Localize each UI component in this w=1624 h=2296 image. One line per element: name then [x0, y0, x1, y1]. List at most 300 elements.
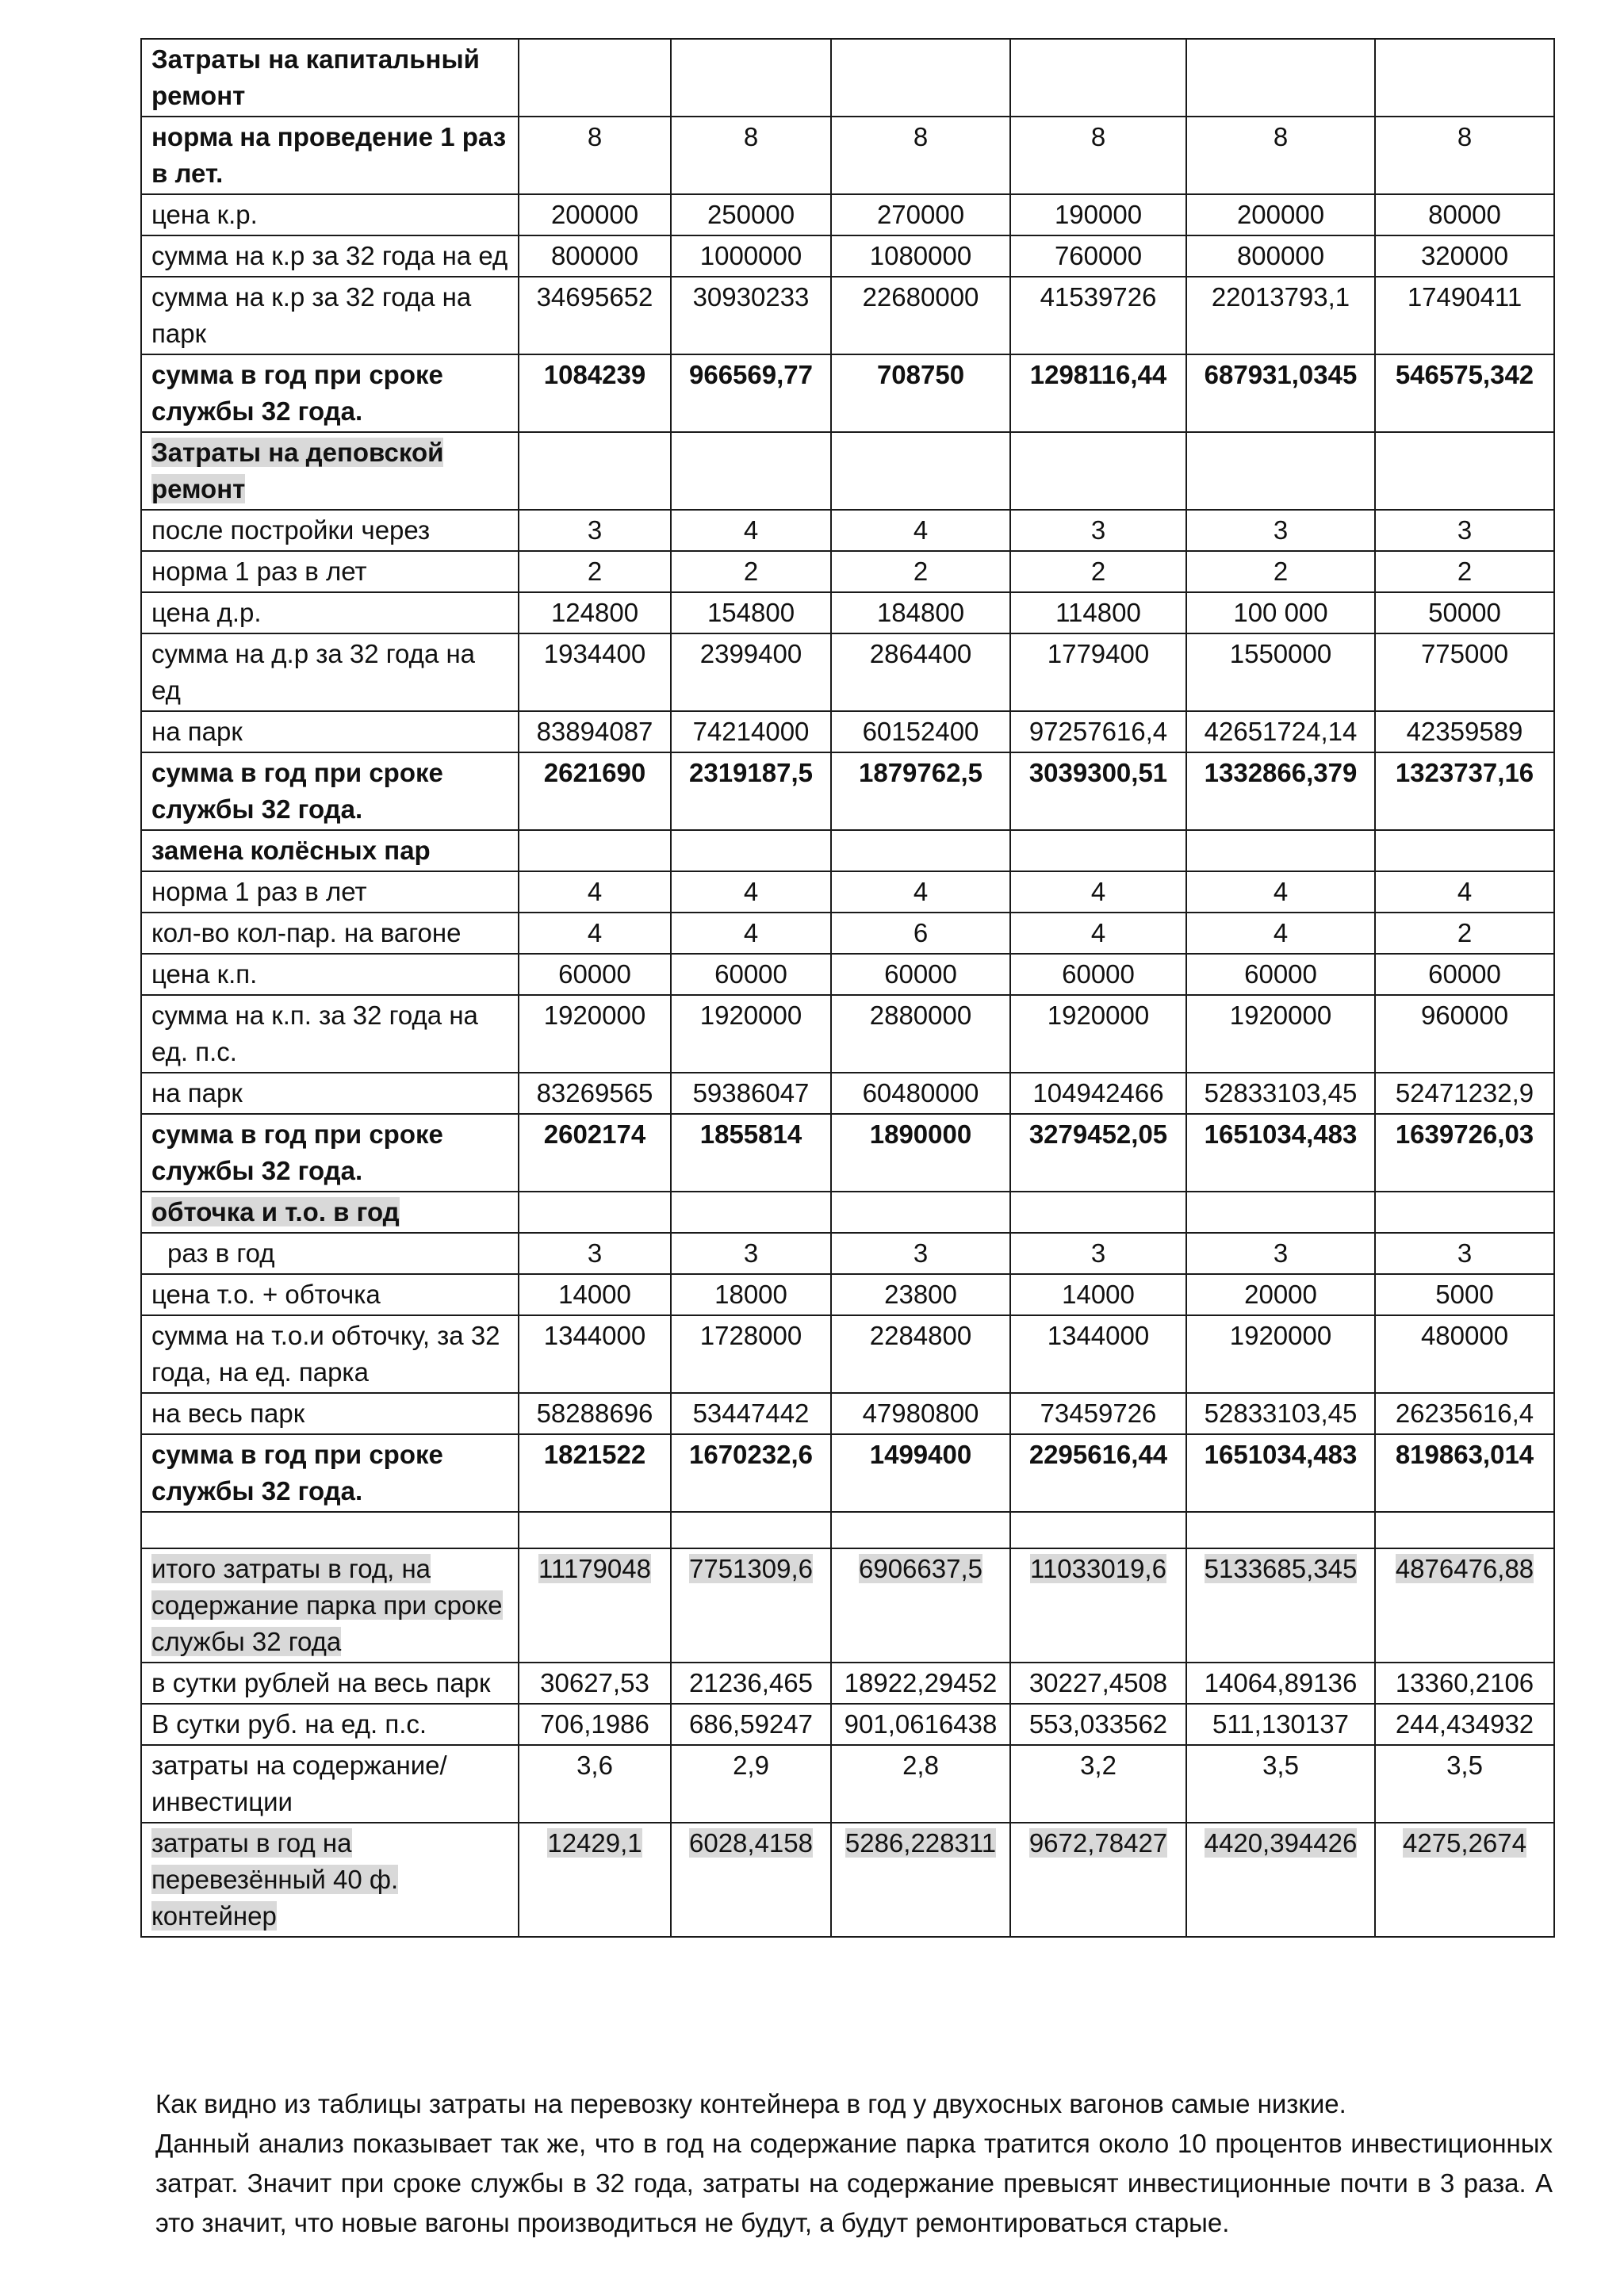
- table-row: [141, 995, 1554, 1073]
- value-cell: [519, 995, 671, 1073]
- cell-value: 14064,89136: [1204, 1668, 1358, 1697]
- cell-value: 4: [1273, 918, 1289, 947]
- value-cell: [1010, 354, 1186, 432]
- cell-value: 2: [913, 557, 929, 586]
- row-label-cell: [141, 752, 519, 830]
- cell-value: 8: [1457, 122, 1473, 151]
- value-cell: [831, 592, 1010, 633]
- value-cell: [1186, 277, 1375, 354]
- cell-value: 190000: [1054, 200, 1143, 229]
- value-cell: [831, 277, 1010, 354]
- row-label-cell: [141, 1073, 519, 1114]
- value-cell: [1375, 510, 1554, 551]
- table-row: [141, 235, 1554, 277]
- cell-value: 1332866,379: [1204, 758, 1358, 787]
- row-label-cell: [141, 1704, 519, 1745]
- value-cell: [1010, 1823, 1186, 1937]
- row-label-cell: [141, 633, 519, 711]
- value-cell: [1375, 551, 1554, 592]
- value-cell: [831, 752, 1010, 830]
- value-cell: [519, 752, 671, 830]
- value-cell: [671, 1114, 831, 1192]
- cell-value: 13360,2106: [1395, 1668, 1534, 1697]
- value-cell: [1375, 235, 1554, 277]
- value-cell: [831, 551, 1010, 592]
- value-cell: [1010, 1434, 1186, 1512]
- value-cell: [519, 1663, 671, 1704]
- row-label: затраты в год на перевезённый 40 ф. контейнер: [151, 1828, 399, 1931]
- value-cell: [831, 1233, 1010, 1274]
- value-cell: [1186, 633, 1375, 711]
- row-label-cell: [141, 194, 519, 235]
- cell-value: 3039300,51: [1028, 758, 1168, 787]
- value-cell: [1375, 1073, 1554, 1114]
- value-cell: [671, 1233, 831, 1274]
- cell-value: 1651034,483: [1204, 1440, 1358, 1469]
- cell-value: 4: [1090, 918, 1106, 947]
- cell-value: 1298116,44: [1029, 360, 1167, 389]
- table-row: [141, 277, 1554, 354]
- row-label-cell: [141, 1192, 519, 1233]
- cell-value: 1855814: [699, 1119, 802, 1149]
- value-cell: [831, 235, 1010, 277]
- cell-value: 60000: [884, 959, 957, 989]
- cell-value: 18000: [714, 1280, 787, 1309]
- value-cell: [671, 1192, 831, 1233]
- value-cell: [831, 1434, 1010, 1512]
- value-cell: [1375, 117, 1554, 194]
- cell-value: 11033019,6: [1030, 1554, 1166, 1583]
- value-cell: [831, 995, 1010, 1073]
- row-label: норма на проведение 1 раз в лет.: [151, 122, 507, 188]
- value-cell: [1375, 913, 1554, 954]
- value-cell: [519, 1393, 671, 1434]
- cell-value: 2: [587, 557, 603, 586]
- table-row: [141, 354, 1554, 432]
- cell-value: 8: [913, 122, 929, 151]
- cell-value: 1499400: [869, 1440, 972, 1469]
- row-label: в сутки рублей на весь парк: [151, 1668, 491, 1697]
- cell-value: 706,1986: [540, 1709, 649, 1739]
- value-cell: [831, 711, 1010, 752]
- value-cell: [519, 830, 671, 871]
- value-cell: [1375, 1315, 1554, 1393]
- value-cell: [1375, 711, 1554, 752]
- cell-value: 34695652: [536, 282, 653, 312]
- value-cell: [1186, 551, 1375, 592]
- value-cell: [671, 354, 831, 432]
- cell-value: 60000: [1062, 959, 1135, 989]
- cell-value: 2,8: [902, 1751, 939, 1780]
- value-cell: [1010, 194, 1186, 235]
- value-cell: [1375, 1512, 1554, 1548]
- value-cell: [1186, 1512, 1375, 1548]
- value-cell: [671, 1512, 831, 1548]
- row-label-cell: [141, 551, 519, 592]
- value-cell: [1375, 1233, 1554, 1274]
- row-label-cell: [141, 1548, 519, 1663]
- cell-value: 8: [743, 122, 759, 151]
- row-label: цена к.р.: [151, 200, 258, 229]
- value-cell: [831, 1548, 1010, 1663]
- value-cell: [1186, 1274, 1375, 1315]
- cell-value: 2621690: [543, 758, 646, 787]
- value-cell: [1375, 752, 1554, 830]
- cell-value: 17490411: [1407, 282, 1522, 312]
- row-label: замена колёсных пар: [151, 836, 431, 865]
- cell-value: 775000: [1420, 639, 1509, 668]
- value-cell: [519, 711, 671, 752]
- row-label: норма 1 раз в лет: [151, 557, 367, 586]
- row-label-cell: [141, 235, 519, 277]
- cell-value: 1934400: [543, 639, 646, 668]
- row-label-cell: [141, 354, 519, 432]
- cell-value: 2: [743, 557, 759, 586]
- row-label-cell: [141, 1434, 519, 1512]
- row-label-cell: [141, 1512, 519, 1548]
- cell-value: 184800: [876, 598, 965, 627]
- cell-value: 9672,78427: [1028, 1828, 1168, 1858]
- cell-value: 760000: [1054, 241, 1143, 270]
- cell-value: 2284800: [869, 1321, 972, 1350]
- value-cell: [831, 871, 1010, 913]
- cell-value: 100 000: [1233, 598, 1328, 627]
- value-cell: [1375, 1274, 1554, 1315]
- value-cell: [671, 1704, 831, 1745]
- cell-value: 4: [913, 515, 929, 545]
- row-label: кол-во кол-пар. на вагоне: [151, 918, 462, 947]
- cell-value: 1084239: [543, 360, 646, 389]
- cell-value: 2319187,5: [689, 758, 813, 787]
- value-cell: [1375, 633, 1554, 711]
- cell-value: 18922,29452: [844, 1668, 998, 1697]
- value-cell: [1186, 1073, 1375, 1114]
- value-cell: [831, 194, 1010, 235]
- table-row: [141, 954, 1554, 995]
- value-cell: [671, 277, 831, 354]
- cell-value: 52471232,9: [1395, 1078, 1534, 1108]
- cell-value: 5133685,345: [1204, 1554, 1358, 1583]
- cell-value: 5000: [1435, 1280, 1494, 1309]
- table-row: [141, 913, 1554, 954]
- value-cell: [1186, 913, 1375, 954]
- value-cell: [1375, 1114, 1554, 1192]
- value-cell: [519, 354, 671, 432]
- value-cell: [519, 633, 671, 711]
- cell-value: 4: [587, 877, 603, 906]
- cell-value: 53447442: [692, 1399, 810, 1428]
- cell-value: 2: [1457, 557, 1473, 586]
- cell-value: 4: [743, 515, 759, 545]
- row-label: сумма в год при сроке службы 32 года.: [151, 360, 443, 426]
- table-row: [141, 1073, 1554, 1114]
- cell-value: 3,6: [576, 1751, 613, 1780]
- value-cell: [519, 1512, 671, 1548]
- value-cell: [671, 995, 831, 1073]
- value-cell: [831, 1393, 1010, 1434]
- value-cell: [1010, 1512, 1186, 1548]
- value-cell: [671, 1315, 831, 1393]
- cell-value: 2880000: [869, 1001, 972, 1030]
- value-cell: [831, 954, 1010, 995]
- value-cell: [519, 277, 671, 354]
- value-cell: [831, 1114, 1010, 1192]
- value-cell: [1186, 995, 1375, 1073]
- cell-value: 30627,53: [540, 1668, 649, 1697]
- value-cell: [1375, 1192, 1554, 1233]
- value-cell: [831, 432, 1010, 510]
- cell-value: 83269565: [536, 1078, 653, 1108]
- value-cell: [1186, 1704, 1375, 1745]
- value-cell: [1186, 354, 1375, 432]
- row-label-cell: [141, 1233, 519, 1274]
- cell-value: 546575,342: [1395, 360, 1534, 389]
- row-label-cell: [141, 1274, 519, 1315]
- cell-value: 250000: [707, 200, 795, 229]
- cell-value: 22013793,1: [1211, 282, 1350, 312]
- value-cell: [519, 1315, 671, 1393]
- value-cell: [1186, 1434, 1375, 1512]
- value-cell: [671, 752, 831, 830]
- value-cell: [1375, 1745, 1554, 1823]
- row-label-cell: [141, 913, 519, 954]
- table-row: [141, 1393, 1554, 1434]
- value-cell: [1186, 432, 1375, 510]
- cell-value: 320000: [1420, 241, 1509, 270]
- value-cell: [1375, 39, 1554, 117]
- cell-value: 1651034,483: [1204, 1119, 1358, 1149]
- value-cell: [831, 830, 1010, 871]
- row-label-cell: [141, 1393, 519, 1434]
- table-row: [141, 592, 1554, 633]
- cell-value: 21236,465: [689, 1668, 813, 1697]
- value-cell: [519, 1274, 671, 1315]
- cell-value: 3: [1457, 515, 1473, 545]
- cell-value: 3: [587, 1238, 603, 1268]
- table-row: [141, 1548, 1554, 1663]
- table-row: [141, 1512, 1554, 1548]
- cell-value: 4876476,88: [1395, 1554, 1534, 1583]
- cell-value: 4: [1273, 877, 1289, 906]
- cell-value: 2: [1090, 557, 1106, 586]
- cell-value: 1080000: [869, 241, 972, 270]
- cell-value: 4: [913, 877, 929, 906]
- conclusion-paragraph-1: Как видно из таблицы затраты на перевозку контейнера в год у двухосных вагонов самые низкие.: [155, 2089, 1346, 2118]
- value-cell: [671, 117, 831, 194]
- value-cell: [1375, 1393, 1554, 1434]
- value-cell: [1010, 277, 1186, 354]
- row-label: сумма в год при сроке службы 32 года.: [151, 758, 443, 824]
- cell-value: 8: [587, 122, 603, 151]
- row-label-cell: [141, 1663, 519, 1704]
- cell-value: 2: [1273, 557, 1289, 586]
- value-cell: [1186, 1233, 1375, 1274]
- value-cell: [1010, 432, 1186, 510]
- cell-value: 4275,2674: [1403, 1828, 1526, 1858]
- cell-value: 1000000: [699, 241, 802, 270]
- value-cell: [1186, 1745, 1375, 1823]
- cell-value: 74214000: [692, 717, 810, 746]
- cell-value: 2864400: [869, 639, 972, 668]
- cell-value: 154800: [707, 598, 795, 627]
- value-cell: [1186, 1663, 1375, 1704]
- table-row: [141, 1704, 1554, 1745]
- value-cell: [519, 592, 671, 633]
- cell-value: 3,5: [1446, 1751, 1483, 1780]
- cell-value: 3: [1273, 1238, 1289, 1268]
- cell-value: 58288696: [536, 1399, 653, 1428]
- value-cell: [1010, 1274, 1186, 1315]
- cell-value: 1890000: [869, 1119, 972, 1149]
- value-cell: [519, 117, 671, 194]
- row-label-cell: [141, 995, 519, 1073]
- cell-value: 23800: [884, 1280, 957, 1309]
- cell-value: 960000: [1420, 1001, 1509, 1030]
- value-cell: [671, 1434, 831, 1512]
- table-row: [141, 432, 1554, 510]
- row-label: сумма на к.п. за 32 года на ед. п.с.: [151, 1001, 478, 1066]
- value-cell: [1375, 277, 1554, 354]
- value-cell: [1010, 235, 1186, 277]
- cell-value: 60480000: [862, 1078, 979, 1108]
- row-label: после постройки через: [151, 515, 431, 545]
- cell-value: 6028,4158: [689, 1828, 813, 1858]
- cell-value: 14000: [1062, 1280, 1135, 1309]
- table-row: [141, 711, 1554, 752]
- cell-value: 3: [1090, 515, 1106, 545]
- cell-value: 104942466: [1032, 1078, 1164, 1108]
- value-cell: [831, 117, 1010, 194]
- cell-value: 4: [1457, 877, 1473, 906]
- cell-value: 11179048: [538, 1554, 651, 1583]
- value-cell: [1010, 510, 1186, 551]
- value-cell: [519, 510, 671, 551]
- value-cell: [1010, 1548, 1186, 1663]
- cell-value: 8: [1090, 122, 1106, 151]
- row-label-cell: [141, 1823, 519, 1937]
- table-row: [141, 194, 1554, 235]
- row-label-cell: [141, 871, 519, 913]
- value-cell: [831, 913, 1010, 954]
- value-cell: [671, 1548, 831, 1663]
- cell-value: 3: [1457, 1238, 1473, 1268]
- row-label: сумма на к.р за 32 года на парк: [151, 282, 472, 348]
- cell-value: 4: [1090, 877, 1106, 906]
- value-cell: [1010, 117, 1186, 194]
- cell-value: 708750: [876, 360, 965, 389]
- cell-value: 244,434932: [1395, 1709, 1534, 1739]
- table-row: [141, 752, 1554, 830]
- row-label: цена к.п.: [151, 959, 258, 989]
- value-cell: [671, 1274, 831, 1315]
- cell-value: 1344000: [543, 1321, 646, 1350]
- value-cell: [1010, 1192, 1186, 1233]
- cost-table-body: [141, 39, 1554, 1937]
- cell-value: 3: [587, 515, 603, 545]
- row-label: сумма в год при сроке службы 32 года.: [151, 1119, 443, 1185]
- value-cell: [1375, 1704, 1554, 1745]
- value-cell: [1186, 1114, 1375, 1192]
- value-cell: [831, 1512, 1010, 1548]
- row-label: норма 1 раз в лет: [151, 877, 367, 906]
- value-cell: [1375, 354, 1554, 432]
- cell-value: 819863,014: [1395, 1440, 1534, 1469]
- cell-value: 12429,1: [547, 1828, 642, 1858]
- value-cell: [1186, 117, 1375, 194]
- value-cell: [519, 1745, 671, 1823]
- row-label: Затраты на капитальный ремонт: [151, 44, 480, 110]
- cell-value: 1779400: [1047, 639, 1150, 668]
- value-cell: [831, 1823, 1010, 1937]
- value-cell: [831, 633, 1010, 711]
- value-cell: [1010, 830, 1186, 871]
- cell-value: 30227,4508: [1028, 1668, 1168, 1697]
- cell-value: 52833103,45: [1204, 1399, 1358, 1428]
- row-label: сумма на т.о.и обточку, за 32 года, на ед. парка: [151, 1321, 500, 1387]
- cell-value: 3,2: [1080, 1751, 1116, 1780]
- cell-value: 800000: [1236, 241, 1325, 270]
- cell-value: 3279452,05: [1028, 1119, 1168, 1149]
- value-cell: [1375, 954, 1554, 995]
- value-cell: [519, 551, 671, 592]
- cell-value: 687931,0345: [1204, 360, 1358, 389]
- cell-value: 966569,77: [689, 360, 813, 389]
- cell-value: 59386047: [692, 1078, 810, 1108]
- cell-value: 50000: [1428, 598, 1501, 627]
- cell-value: 1728000: [699, 1321, 802, 1350]
- cell-value: 1879762,5: [859, 758, 982, 787]
- conclusion-paragraph-2: Данный анализ показывает так же, что в год на содержание парка тратится около 10 процентов инвестиционных затрат. Значит при сроке службы в 32 года, затраты на содержание превысят инвестиционные почти в 3 раза. А это значит, что новые вагоны производиться не будут, а будут ремонтироваться старые.: [155, 2129, 1553, 2237]
- value-cell: [519, 1233, 671, 1274]
- value-cell: [519, 1704, 671, 1745]
- value-cell: [1186, 1823, 1375, 1937]
- cell-value: 686,59247: [689, 1709, 813, 1739]
- cell-value: 1920000: [1047, 1001, 1150, 1030]
- value-cell: [519, 1073, 671, 1114]
- cell-value: 14000: [558, 1280, 631, 1309]
- value-cell: [671, 711, 831, 752]
- table-row: [141, 1823, 1554, 1937]
- value-cell: [519, 871, 671, 913]
- value-cell: [671, 39, 831, 117]
- cell-value: 97257616,4: [1028, 717, 1168, 746]
- row-label: В сутки руб. на ед. п.с.: [151, 1709, 427, 1739]
- cell-value: 60152400: [862, 717, 979, 746]
- cell-value: 30930233: [692, 282, 810, 312]
- cell-value: 3: [1090, 1238, 1106, 1268]
- table-row: [141, 633, 1554, 711]
- row-label-cell: [141, 432, 519, 510]
- value-cell: [1010, 1233, 1186, 1274]
- cell-value: 4420,394426: [1204, 1828, 1358, 1858]
- cell-value: 7751309,6: [689, 1554, 813, 1583]
- table-row: [141, 1315, 1554, 1393]
- value-cell: [1010, 633, 1186, 711]
- value-cell: [1375, 830, 1554, 871]
- value-cell: [671, 432, 831, 510]
- value-cell: [519, 39, 671, 117]
- row-label: цена д.р.: [151, 598, 262, 627]
- value-cell: [671, 235, 831, 277]
- cell-value: 8: [1273, 122, 1289, 151]
- cell-value: 42651724,14: [1204, 717, 1358, 746]
- value-cell: [1010, 1663, 1186, 1704]
- row-label-cell: [141, 954, 519, 995]
- row-label: сумма на к.р за 32 года на ед: [151, 241, 508, 270]
- value-cell: [519, 954, 671, 995]
- cell-value: 2295616,44: [1028, 1440, 1168, 1469]
- value-cell: [831, 1663, 1010, 1704]
